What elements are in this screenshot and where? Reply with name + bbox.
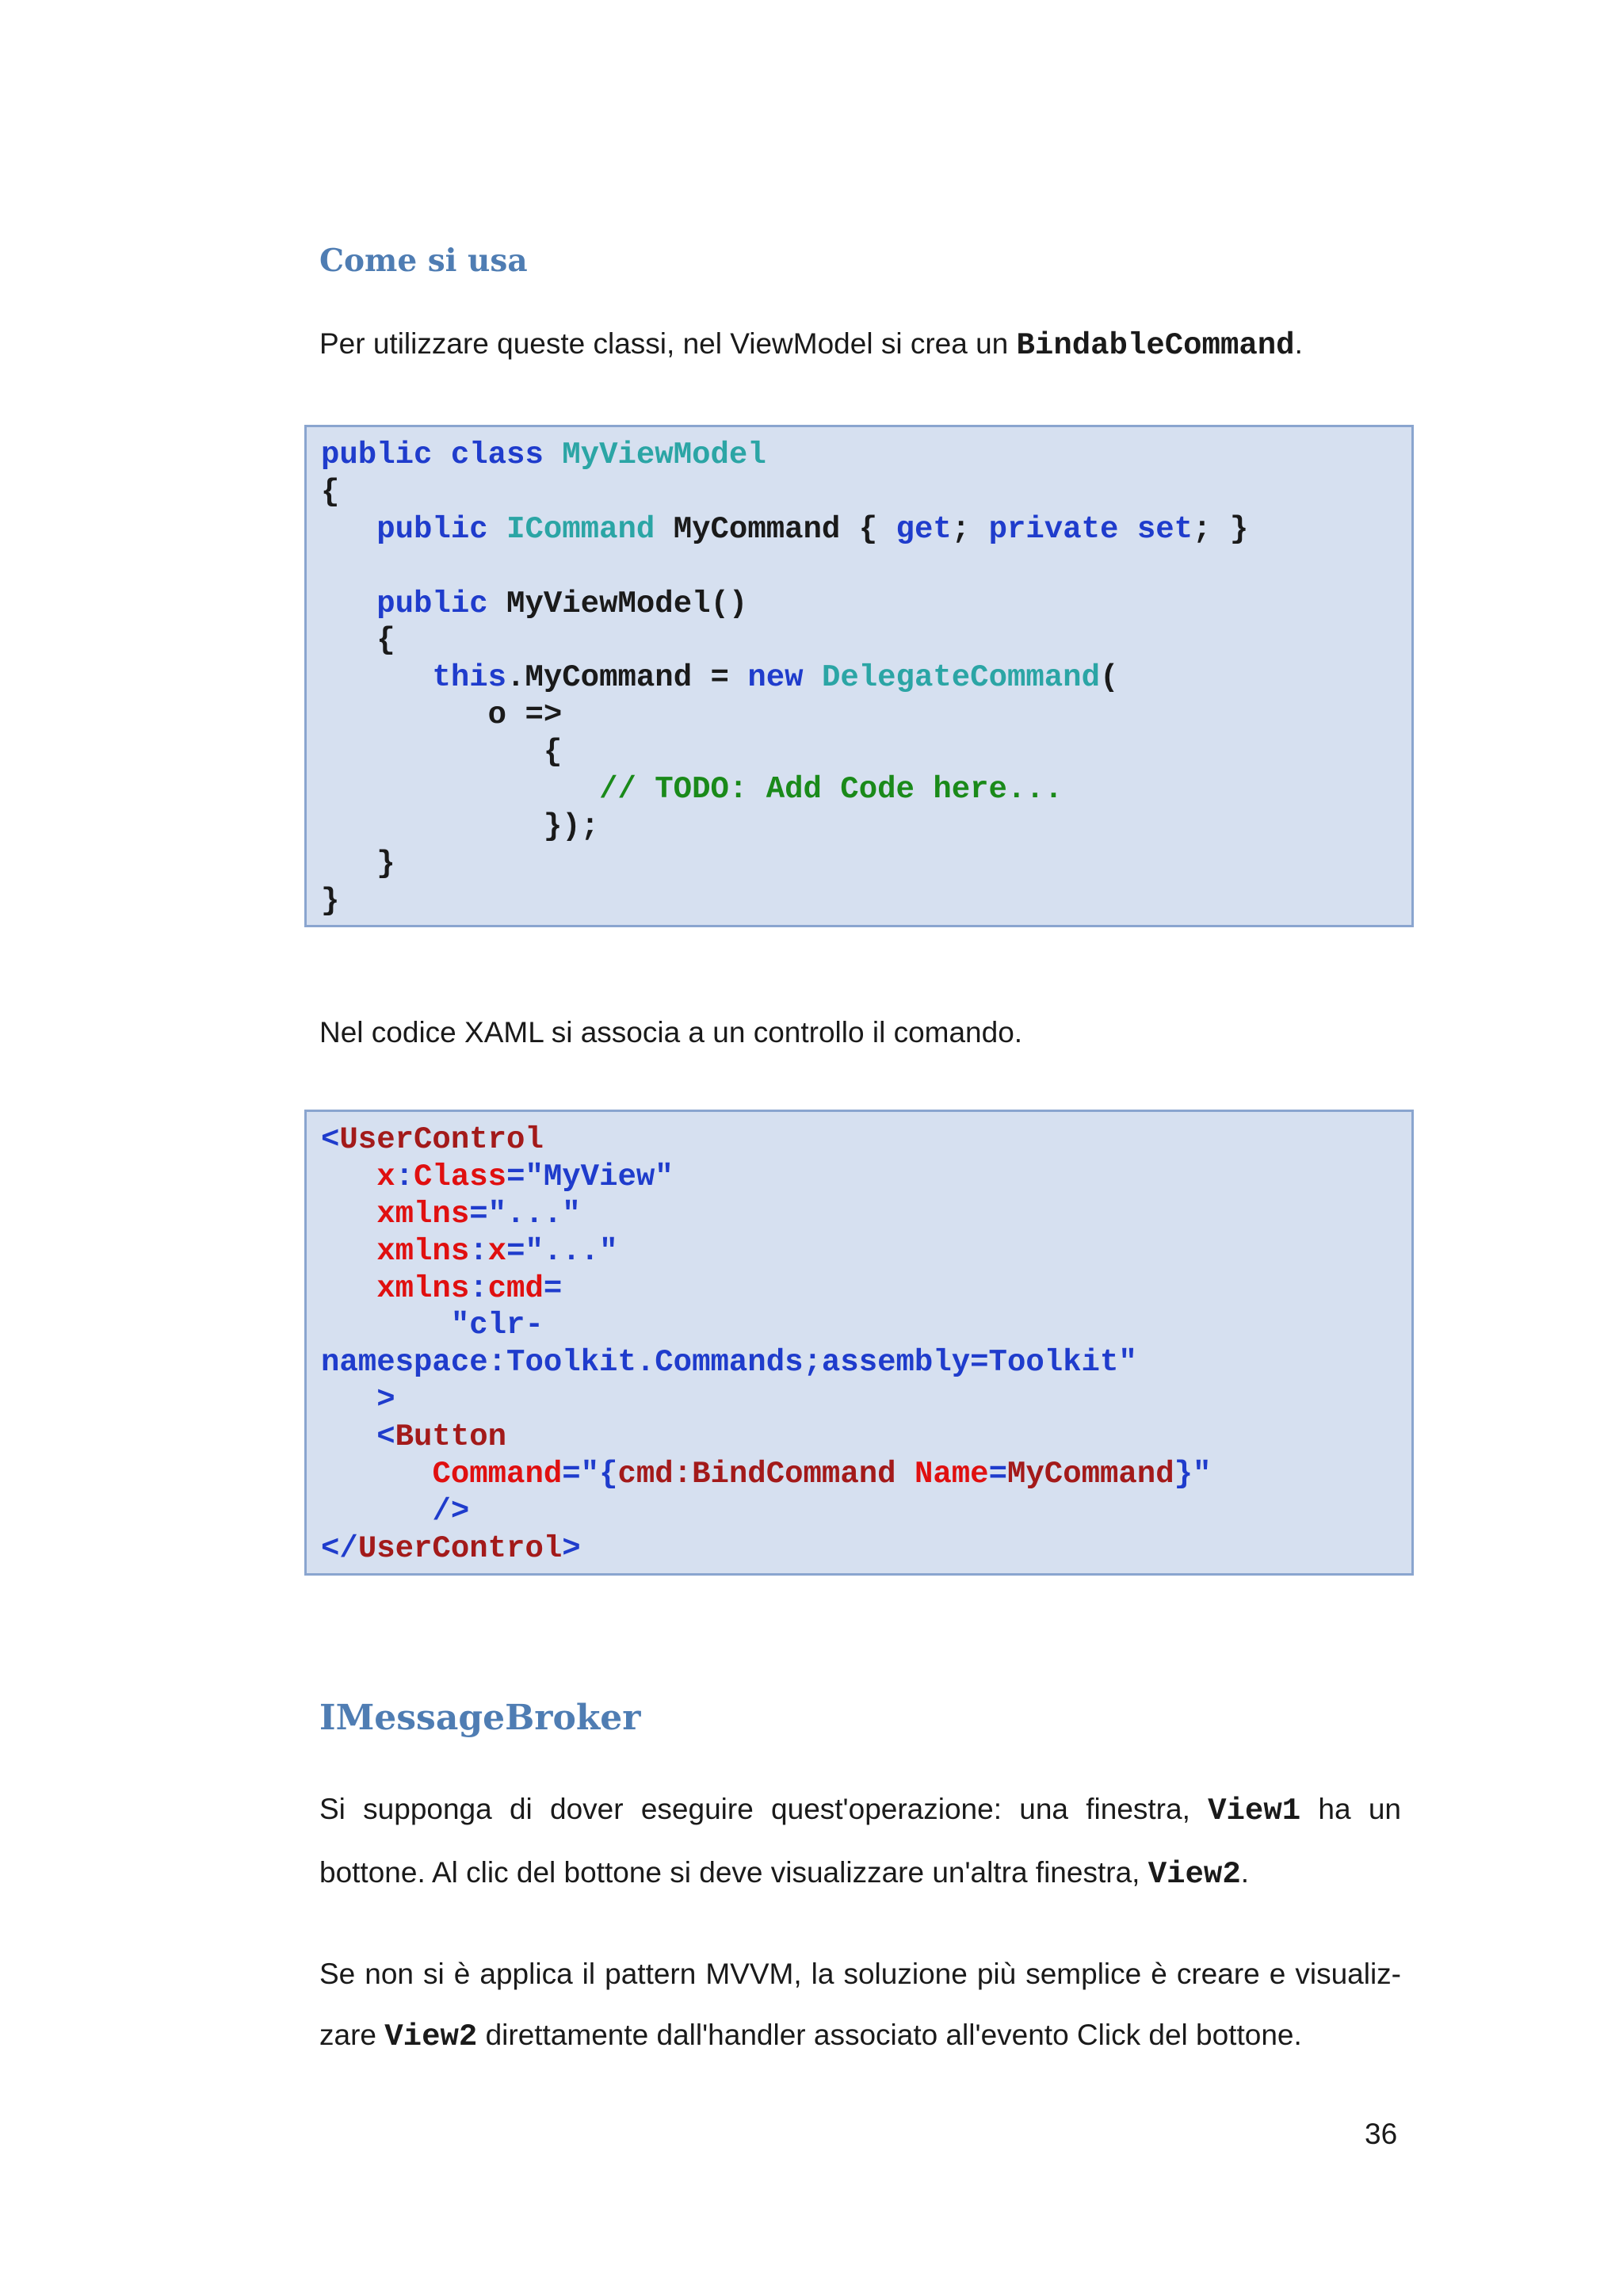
inline-code-view2: View2 bbox=[1148, 1857, 1241, 1892]
code-line bbox=[321, 883, 1411, 920]
code-token: : bbox=[469, 1233, 488, 1269]
code-token: public bbox=[321, 437, 433, 472]
code-token: set bbox=[1136, 511, 1193, 547]
code-line bbox=[321, 1456, 1411, 1493]
code-line bbox=[321, 1196, 1411, 1233]
code-token: MyCommand bbox=[1006, 1457, 1174, 1492]
code-line bbox=[321, 771, 1411, 808]
inline-code-bindablecommand: BindableCommand bbox=[1016, 328, 1295, 363]
code-token: public bbox=[376, 586, 488, 621]
code-token: o => bbox=[321, 697, 563, 733]
section-heading-come-si-usa: Come si usa bbox=[319, 243, 528, 279]
code-token bbox=[321, 1419, 376, 1454]
code-token: < bbox=[321, 1122, 340, 1157]
code-token: : bbox=[469, 1270, 488, 1306]
page-number: 36 bbox=[1365, 2118, 1398, 2150]
imessagebroker-paragraph-2: Se non si è applica il pattern MVVM, la soluzione più semplice è creare e visualiz-zare View2 direttamente dall'handler associato all'evento Click del bottone. bbox=[319, 1958, 1401, 2054]
code-line bbox=[321, 474, 1411, 511]
code-line bbox=[321, 548, 1411, 586]
code-token: .MyCommand = bbox=[506, 660, 748, 696]
code-token bbox=[432, 437, 450, 472]
code-token bbox=[804, 660, 822, 695]
code-line bbox=[321, 1493, 1411, 1530]
code-token bbox=[321, 512, 376, 547]
code-token: Name bbox=[914, 1457, 989, 1492]
xaml-intro-paragraph: Nel codice XAML si associa a un controllo il comando. bbox=[319, 1016, 1023, 1049]
code-token: get bbox=[896, 511, 952, 547]
code-line bbox=[321, 1419, 1411, 1456]
code-token: MyViewModel bbox=[562, 437, 766, 472]
code-token: Button bbox=[395, 1419, 507, 1455]
code-token bbox=[1118, 512, 1136, 547]
code-token: Command bbox=[432, 1457, 563, 1492]
code-token: > bbox=[562, 1530, 581, 1566]
code-token: x bbox=[376, 1159, 395, 1194]
code-line bbox=[321, 1530, 1411, 1568]
code-token: = bbox=[988, 1457, 1007, 1492]
code-token: DelegateCommand bbox=[821, 660, 1100, 696]
code-token: : bbox=[395, 1159, 414, 1194]
code-token bbox=[321, 1159, 376, 1194]
code-token: xmlns bbox=[376, 1270, 470, 1306]
code-token: }); bbox=[321, 808, 600, 844]
code-token: x bbox=[487, 1233, 507, 1269]
code-line bbox=[321, 1121, 1411, 1159]
code-token: ="..." bbox=[469, 1196, 581, 1232]
code-token: } bbox=[321, 883, 340, 919]
code-token: < bbox=[376, 1419, 395, 1455]
xaml-code-block bbox=[304, 1110, 1414, 1576]
code-line bbox=[321, 697, 1411, 734]
code-token: cmd bbox=[487, 1270, 544, 1306]
code-token bbox=[896, 1457, 915, 1492]
inline-code-view1: View1 bbox=[1208, 1794, 1301, 1828]
code-token bbox=[321, 772, 599, 807]
code-line bbox=[321, 586, 1411, 623]
code-token: </ bbox=[321, 1530, 358, 1566]
code-token: /> bbox=[432, 1493, 470, 1529]
code-line bbox=[321, 1307, 1411, 1344]
code-token: xmlns bbox=[376, 1196, 470, 1232]
code-line bbox=[321, 1381, 1411, 1419]
code-token bbox=[488, 512, 506, 547]
code-token: class bbox=[450, 437, 544, 472]
code-token bbox=[321, 660, 432, 695]
code-line bbox=[321, 437, 1411, 474]
code-token: ="MyView" bbox=[506, 1159, 674, 1194]
code-line bbox=[321, 734, 1411, 771]
code-token: public bbox=[376, 511, 488, 547]
code-line bbox=[321, 1344, 1411, 1381]
code-line bbox=[321, 511, 1411, 548]
code-token: cmd:BindCommand bbox=[617, 1457, 896, 1492]
code-token bbox=[321, 1382, 376, 1417]
code-token: ; } bbox=[1193, 511, 1249, 547]
inline-code-view2-second: View2 bbox=[384, 2019, 478, 2054]
code-token: MyCommand { bbox=[655, 511, 896, 547]
code-token: { bbox=[321, 474, 340, 510]
code-token: UserControl bbox=[339, 1122, 544, 1157]
code-token: UserControl bbox=[357, 1530, 563, 1566]
code-token bbox=[321, 1234, 376, 1269]
code-token: { bbox=[321, 735, 563, 770]
code-token: ="..." bbox=[506, 1233, 618, 1269]
code-token: private bbox=[988, 511, 1119, 547]
code-token: "clr- bbox=[450, 1308, 544, 1343]
code-token: > bbox=[376, 1382, 395, 1418]
code-token: ICommand bbox=[506, 511, 655, 547]
code-line bbox=[321, 846, 1411, 883]
code-token: this bbox=[432, 660, 507, 696]
code-line bbox=[321, 622, 1411, 659]
code-token: } bbox=[321, 846, 395, 881]
code-token bbox=[321, 1197, 376, 1232]
code-token: namespace:Toolkit.Commands;assembly=Toolkit" bbox=[321, 1345, 1137, 1381]
code-token bbox=[321, 1271, 376, 1306]
code-token bbox=[321, 1308, 451, 1343]
code-line bbox=[321, 1270, 1411, 1308]
code-token: // TODO: Add Code here... bbox=[599, 772, 1064, 808]
code-token: Class bbox=[414, 1159, 507, 1194]
code-token bbox=[321, 586, 376, 621]
code-token: ="{ bbox=[562, 1457, 618, 1492]
code-token: ; bbox=[951, 511, 989, 547]
code-token: }" bbox=[1174, 1457, 1212, 1492]
section-heading-imessagebroker: IMessageBroker bbox=[319, 1698, 641, 1738]
code-line bbox=[321, 659, 1411, 697]
code-line bbox=[321, 1233, 1411, 1270]
intro-paragraph: Per utilizzare queste classi, nel ViewModel si crea un BindableCommand. bbox=[319, 327, 1303, 363]
code-line bbox=[321, 808, 1411, 846]
code-token bbox=[321, 1494, 432, 1529]
code-token bbox=[321, 1457, 432, 1492]
code-token: { bbox=[321, 623, 395, 659]
code-token: ( bbox=[1100, 660, 1119, 696]
code-token: MyViewModel() bbox=[487, 586, 748, 621]
code-token: new bbox=[747, 660, 804, 696]
code-token bbox=[544, 437, 562, 472]
code-token: = bbox=[543, 1270, 563, 1306]
code-token: xmlns bbox=[376, 1233, 470, 1269]
csharp-code-block bbox=[304, 425, 1414, 927]
code-line bbox=[321, 1159, 1411, 1196]
imessagebroker-paragraph-1: Si supponga di dover eseguire quest'operazione: una finestra, View1 ha un bottone. Al clic del bottone si deve visualizzare un'altra finestra, View2. bbox=[319, 1793, 1401, 1892]
